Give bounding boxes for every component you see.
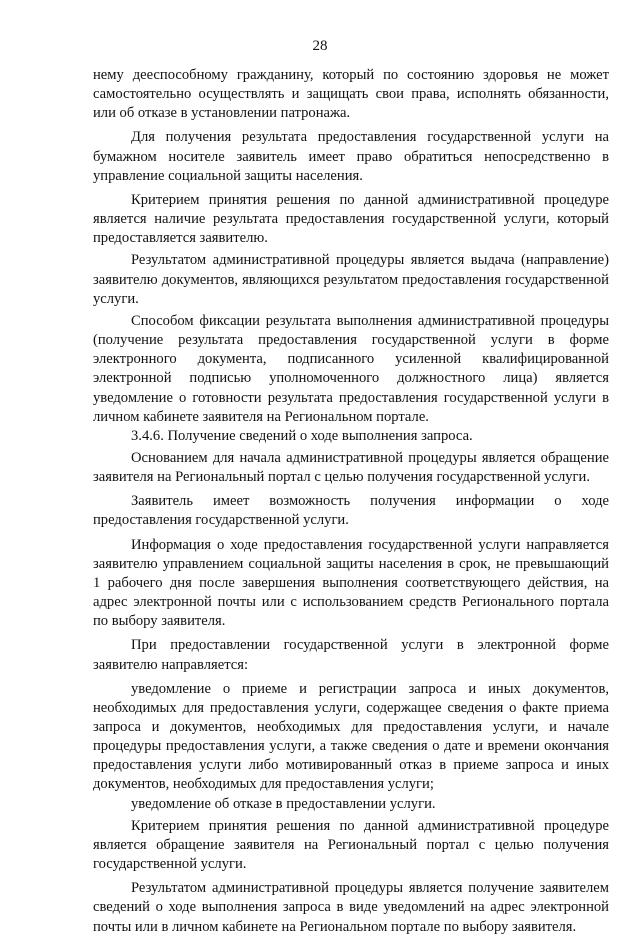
paragraph: Результатом административной процедуры является получение заявителем сведений о ходе выполнения запроса в виде уведомлений на адрес электронной почты или в личном кабинете на Региональном портале по выбору заявителя. [93,880,609,935]
paragraph: Результатом административной процедуры является выдача (направление) заявителю документов, являющихся результатом предоставления государственной услуги. [93,252,609,307]
page-number: 28 [312,38,328,54]
list-item: уведомление о приеме и регистрации запроса и иных документов, необходимых для предоставления услуги, содержащее сведения о факте приема запроса и документов, необходимых для предоставления услуги, и начале процедуры предоставления услуги, а также сведения о дате и времени окончания предоставления услуги либо мотивированный отказ в приеме запроса и иных документов, необходимых для предоставления услуги; [93,680,609,793]
document-body [93,66,609,937]
paragraph: Заявитель имеет возможность получения информации о ходе предоставления государственной услуги. [93,493,609,529]
list-item: уведомление об отказе в предоставлении услуги. [131,795,436,812]
paragraph: Информация о ходе предоставления государственной услуги направляется заявителю управлением социальной защиты населения в срок, не превышающий 1 рабочего дня после завершения выполнения соответствующего действия, на адрес электронной почты или с использованием средств Регионального портала по выбору заявителя. [93,536,609,630]
paragraph: Основанием для начала административной процедуры является обращение заявителя на Региональный портал с целью получения государственной услуги. [93,449,609,486]
paragraph: При предоставлении государственной услуги в электронной форме заявителю направляется: [93,637,609,673]
paragraph: нему дееспособному гражданину, который по состоянию здоровья не может самостоятельно осуществлять и защищать свои права, исполнять обязанности, или об отказе в установлении патронажа. [93,67,609,122]
paragraph: Критерием принятия решения по данной административной процедуре является обращение заявителя на Региональный портал с целью получения государственной услуги. [93,817,609,873]
paragraph: Для получения результата предоставления государственной услуги на бумажном носителе заявитель имеет право обратиться непосредственно в управление социальной защиты населения. [93,129,609,184]
section-heading: 3.4.6. Получение сведений о ходе выполнения запроса. [131,427,473,444]
paragraph: Способом фиксации результата выполнения административной процедуры (получение результата предоставления государственной услуги в форме электронного документа, подписанного усиленной квалифицированной электронной подписью уполномоченного должностного лица) является уведомление о готовности результата предоставления государственной услуги в личном кабинете заявителя на Региональном портале. [93,312,609,425]
paragraph: Критерием принятия решения по данной административной процедуре является наличие результата предоставления государственной услуги, который предоставляется заявителю. [93,191,609,247]
